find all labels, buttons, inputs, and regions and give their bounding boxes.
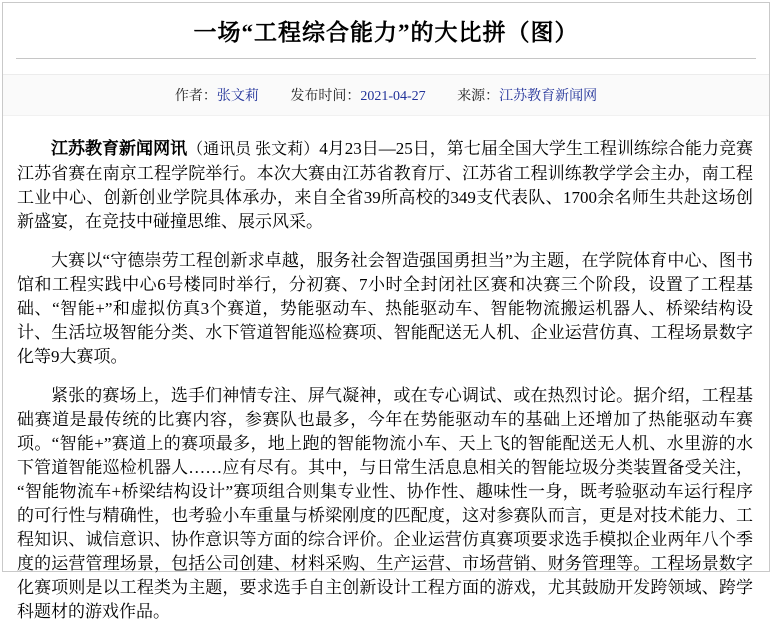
publish-date: 2021-04-27	[360, 88, 426, 104]
article-meta-bar	[3, 74, 769, 116]
publish-time-label: 发布时间：	[290, 88, 361, 104]
source-label: 来源：	[457, 88, 500, 104]
paragraph-2: 大赛以“守德崇劳工程创新求卓越，服务社会智造强国勇担当”为主题，在学院体育中心、图书馆和工程实践中心6号楼同时举行，分初赛、7小时全封闭社区赛和决赛三个阶段，设置了工程基础、“智能+”和虚拟仿真3个赛道，势能驱动车、热能驱动车、智能物流搬运机器人、桥梁结构设计、生活垃圾智能分类、水下管道智能巡检赛项、智能配送无人机、企业运营仿真、工程场景数字化等9大赛项。	[17, 250, 753, 366]
article-page	[2, 2, 770, 621]
author-label: 作者：	[174, 88, 217, 104]
page-title: 一场“工程综合能力”的大比拼（图）	[193, 20, 579, 45]
meta-source-group	[457, 89, 597, 104]
source-link[interactable]: 江苏教育新闻网	[499, 88, 598, 104]
paragraph-1-text: 4月23日—25日，第七届全国大学生工程训练综合能力竞赛江苏省赛在南京工程学院举行。本次大赛由江苏省教育厅、江苏省工程训练教学学会主办，南工程工业中心、创新创业学院具体承办，来自全省39所高校的349支代表队、1700余名师生共赴这场创新盛宴，在竞技中碰撞思维、展示风采。	[17, 138, 754, 231]
meta-author-group	[175, 89, 263, 104]
paragraph-1-lead: 江苏教育新闻网讯	[51, 138, 188, 158]
paragraph-1-correspondent-note: （通讯员 张文莉）	[187, 140, 320, 158]
paragraph-3: 紧张的赛场上，选手们神情专注、屏气凝神，或在专心调试、或在热烈讨论。据介绍，工程基础赛道是最传统的比赛内容，参赛队也最多，今年在势能驱动车的基础上还增加了热能驱动车赛项。“智能+”赛道上的赛项最多，地上跑的智能物流小车、天上飞的智能配送无人机、水里游的水下管道智能巡检机器人……应有尽有。其中，与日常生活息息相关的智能垃圾分类装置备受关注，“智能物流车+桥梁结构设计”赛项组合则集专业性、协作性、趣味性一身，既考验驱动车运行程序的可行性与精确性，也考验小车重量与桥梁刚度的匹配度，这对参赛队而言，更是对技术能力、工程知识、诚信意识、协作意识等方面的综合评价。企业运营仿真赛项要求选手模拟企业两年八个季度的运营管理场景，包括公司创建、材料采购、生产运营、市场营销、财务管理等。工程场景数字化赛项则是以工程类为主题，要求选手自主创新设计工程方面的游戏，尤其鼓励开发跨领域、跨学科题材的游戏作品。	[17, 385, 753, 621]
meta-publish-group	[290, 89, 429, 104]
title-divider	[16, 58, 756, 59]
paragraph-1	[17, 137, 753, 234]
article-body	[3, 116, 769, 624]
author-link[interactable]: 张文莉	[216, 88, 259, 104]
